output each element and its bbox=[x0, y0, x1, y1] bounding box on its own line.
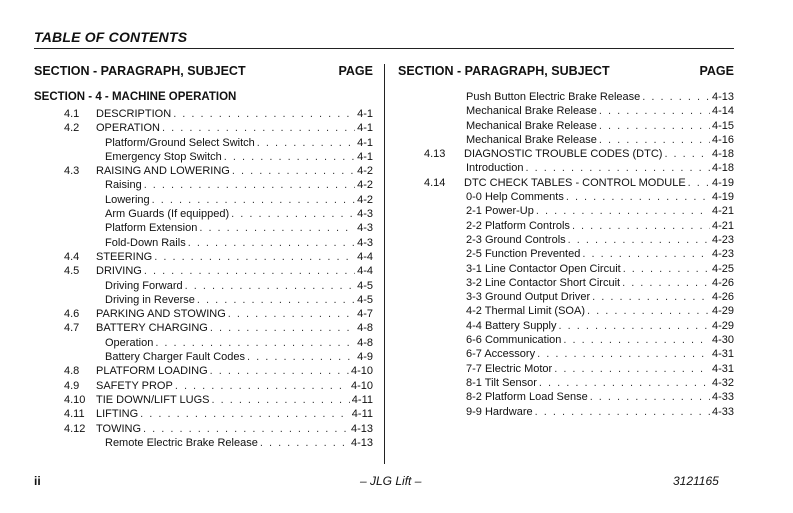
dot-leader bbox=[228, 307, 355, 321]
toc-entry-number: 4.2 bbox=[64, 122, 80, 135]
toc-entry-number: 4.4 bbox=[64, 250, 80, 263]
toc-entry-page: 4-21 bbox=[711, 205, 734, 218]
toc-entry-title: Platform Extension bbox=[105, 222, 198, 235]
toc-entry-number: 4.1 bbox=[64, 108, 80, 120]
toc-entry-page: 4-29 bbox=[711, 305, 734, 318]
toc-entry-page: 4-19 bbox=[711, 191, 734, 204]
toc-entry-page: 4-18 bbox=[711, 162, 734, 175]
toc-entry-title: Platform/Ground Select Switch bbox=[105, 136, 255, 149]
dot-leader bbox=[152, 193, 355, 207]
toc-entry-page: 4-16 bbox=[711, 133, 734, 146]
toc-entry-page: 4-13 bbox=[350, 422, 373, 435]
toc-entry-page: 4-26 bbox=[711, 291, 734, 304]
toc-entry[interactable] bbox=[34, 307, 373, 321]
toc-entry-title: STEERING bbox=[96, 250, 153, 263]
toc-entry-title: LIFTING bbox=[96, 408, 139, 421]
toc-entry-title: 8-2 Platform Load Sense bbox=[466, 391, 588, 404]
toc-entry-page: 4-18 bbox=[711, 148, 734, 161]
dot-leader bbox=[623, 262, 710, 276]
toc-entry[interactable] bbox=[398, 233, 734, 247]
toc-entry-title: Mechanical Brake Release bbox=[466, 119, 597, 132]
toc-entry-page: 4-11 bbox=[351, 393, 373, 406]
dot-leader bbox=[537, 347, 710, 361]
dot-leader bbox=[199, 221, 355, 235]
toc-entry[interactable] bbox=[34, 422, 373, 436]
toc-entry-title: 0-0 Help Comments bbox=[466, 191, 564, 204]
toc-entry-page: 4-8 bbox=[357, 336, 373, 349]
toc-entry[interactable] bbox=[34, 150, 373, 164]
toc-entry-page: 4-19 bbox=[711, 176, 734, 189]
toc-entry-page: 4-33 bbox=[711, 405, 734, 418]
toc-entry-title: Raising bbox=[105, 179, 142, 192]
toc-entry-number: 4.7 bbox=[64, 322, 80, 335]
toc-entry-page: 4-15 bbox=[711, 119, 734, 132]
toc-entry[interactable] bbox=[34, 336, 373, 350]
toc-entry-title: Lowering bbox=[105, 193, 150, 206]
dot-leader bbox=[175, 379, 349, 393]
toc-entry-page: 4-23 bbox=[711, 233, 734, 246]
toc-entry-title: PARKING AND STOWING bbox=[96, 308, 226, 321]
toc-entry[interactable] bbox=[34, 193, 373, 207]
toc-entry[interactable] bbox=[398, 347, 734, 361]
dot-leader bbox=[582, 247, 710, 261]
toc-entry-title: DTC CHECK TABLES - CONTROL MODULE bbox=[464, 176, 686, 189]
toc-entry-number: 4.12 bbox=[64, 422, 86, 435]
toc-entry-page: 4-25 bbox=[711, 262, 734, 275]
toc-left-column bbox=[34, 64, 373, 450]
toc-entry-title: 3-2 Line Contactor Short Circuit bbox=[466, 276, 621, 289]
dot-leader bbox=[525, 161, 709, 175]
toc-entry-number: 4.5 bbox=[64, 265, 80, 278]
toc-entry-page: 4-10 bbox=[350, 365, 373, 378]
dot-leader bbox=[173, 107, 355, 121]
toc-entry-page: 4-31 bbox=[711, 362, 734, 375]
toc-entry-title: 4-2 Thermal Limit (SOA) bbox=[466, 305, 585, 318]
toc-entry[interactable] bbox=[34, 136, 373, 150]
toc-entry-title: BATTERY CHARGING bbox=[96, 322, 208, 335]
dot-leader bbox=[231, 207, 355, 221]
toc-entry-number: 4.3 bbox=[64, 165, 80, 178]
toc-entry[interactable] bbox=[398, 176, 734, 190]
toc-entry[interactable] bbox=[34, 236, 373, 250]
toc-entry-page: 4-23 bbox=[711, 248, 734, 261]
column-header-subject: SECTION - PARAGRAPH, SUBJECT bbox=[398, 64, 610, 78]
toc-entry-page: 4-31 bbox=[711, 348, 734, 361]
toc-entry-page: 4-1 bbox=[357, 150, 373, 163]
toc-entry[interactable] bbox=[34, 164, 373, 178]
column-header-page: PAGE bbox=[338, 64, 373, 78]
toc-entry-title: Introduction bbox=[466, 162, 524, 175]
toc-title: TABLE OF CONTENTS bbox=[34, 29, 188, 45]
toc-entry-title: DESCRIPTION bbox=[96, 108, 172, 120]
dot-leader bbox=[539, 376, 710, 390]
toc-entry-page: 4-3 bbox=[357, 236, 373, 249]
toc-entry-title: TOWING bbox=[96, 422, 142, 435]
column-header-left bbox=[34, 64, 373, 80]
dot-leader bbox=[257, 136, 355, 150]
column-header-page: PAGE bbox=[699, 64, 734, 78]
toc-entry[interactable] bbox=[398, 290, 734, 304]
toc-entry-page: 4-30 bbox=[711, 334, 734, 347]
toc-entry-title: 2-2 Platform Controls bbox=[466, 219, 570, 232]
dot-leader bbox=[559, 319, 710, 333]
dot-leader bbox=[536, 204, 710, 218]
dot-leader bbox=[247, 350, 355, 364]
dot-leader bbox=[587, 304, 710, 318]
toc-entry[interactable] bbox=[34, 407, 373, 421]
toc-entry-number: 4.6 bbox=[64, 308, 80, 321]
toc-entry[interactable] bbox=[398, 276, 734, 290]
toc-entry-title: 3-1 Line Contactor Open Circuit bbox=[466, 262, 621, 275]
toc-entry-page: 4-1 bbox=[357, 108, 373, 120]
toc-entry[interactable] bbox=[34, 178, 373, 192]
toc-entry-title: 7-7 Electric Motor bbox=[466, 362, 553, 375]
toc-entry[interactable] bbox=[34, 350, 373, 364]
toc-entry-title: 4-4 Battery Supply bbox=[466, 319, 557, 332]
footer-brand: – JLG Lift – bbox=[360, 474, 422, 488]
column-divider bbox=[384, 64, 385, 464]
toc-entry-page: 4-10 bbox=[350, 379, 373, 392]
toc-entry[interactable] bbox=[398, 362, 734, 376]
dot-leader bbox=[185, 279, 355, 293]
toc-entry-title: 2-1 Power-Up bbox=[466, 205, 534, 218]
toc-entry-page: 4-21 bbox=[711, 219, 734, 232]
toc-right-column bbox=[398, 64, 734, 419]
toc-entry-title: DRIVING bbox=[96, 265, 142, 278]
toc-entry-page: 4-2 bbox=[357, 165, 373, 178]
toc-entry[interactable] bbox=[398, 219, 734, 233]
toc-entry-page: 4-9 bbox=[357, 351, 373, 364]
dot-leader bbox=[554, 362, 710, 376]
toc-entry-title: 3-3 Ground Output Driver bbox=[466, 291, 591, 304]
toc-entry[interactable] bbox=[34, 121, 373, 135]
toc-entry[interactable] bbox=[34, 264, 373, 278]
dot-leader bbox=[563, 333, 710, 347]
footer-page-number: ii bbox=[34, 474, 41, 488]
dot-leader bbox=[566, 190, 710, 204]
dot-leader bbox=[188, 236, 355, 250]
toc-entry-title: Driving Forward bbox=[105, 279, 183, 292]
toc-entry-page: 4-5 bbox=[357, 279, 373, 292]
toc-entry[interactable] bbox=[398, 161, 734, 175]
toc-entry-title: RAISING AND LOWERING bbox=[96, 165, 230, 178]
toc-entry-page: 4-1 bbox=[357, 122, 373, 135]
toc-entry-page: 4-3 bbox=[357, 208, 373, 221]
toc-entry-number: 4.14 bbox=[424, 176, 446, 189]
dot-leader bbox=[155, 336, 355, 350]
toc-entry-number: 4.8 bbox=[64, 365, 80, 378]
toc-entry[interactable] bbox=[398, 90, 734, 104]
toc-entry[interactable] bbox=[34, 393, 373, 407]
toc-entry-title: 2-5 Function Prevented bbox=[466, 248, 581, 261]
toc-entry[interactable] bbox=[398, 119, 734, 133]
toc-entry-page: 4-8 bbox=[357, 322, 373, 335]
toc-entry-page: 4-11 bbox=[351, 408, 373, 421]
top-rule bbox=[34, 48, 734, 49]
toc-entry-title: SAFETY PROP bbox=[96, 379, 173, 392]
toc-entry-title: Mechanical Brake Release bbox=[466, 133, 597, 146]
toc-entry-title: Mechanical Brake Release bbox=[466, 105, 597, 118]
toc-entry-page: 4-14 bbox=[711, 105, 734, 118]
dot-leader bbox=[572, 219, 710, 233]
toc-entry[interactable] bbox=[398, 390, 734, 404]
toc-entry[interactable] bbox=[398, 405, 734, 419]
dot-leader bbox=[599, 119, 710, 133]
toc-entry[interactable] bbox=[34, 221, 373, 235]
toc-entry-title: Fold-Down Rails bbox=[105, 236, 186, 249]
toc-entry-page: 4-4 bbox=[357, 265, 373, 278]
toc-entry-title: OPERATION bbox=[96, 122, 160, 135]
toc-entry-page: 4-1 bbox=[357, 136, 373, 149]
toc-entry-page: 4-5 bbox=[357, 293, 373, 306]
dot-leader bbox=[590, 390, 710, 404]
toc-entry-title: Emergency Stop Switch bbox=[105, 150, 222, 163]
toc-entry-title: PLATFORM LOADING bbox=[96, 365, 208, 378]
dot-leader bbox=[599, 133, 710, 147]
toc-entry-page: 4-2 bbox=[357, 179, 373, 192]
toc-entry-number: 4.10 bbox=[64, 393, 86, 406]
dot-leader bbox=[144, 264, 355, 278]
toc-entry[interactable] bbox=[34, 321, 373, 335]
toc-entry[interactable] bbox=[34, 436, 373, 450]
toc-entry[interactable] bbox=[34, 293, 373, 307]
toc-entry-title: Battery Charger Fault Codes bbox=[105, 351, 246, 364]
toc-entry[interactable] bbox=[34, 364, 373, 378]
dot-leader bbox=[232, 164, 355, 178]
toc-entry-page: 4-32 bbox=[711, 376, 734, 389]
toc-entry-number: 4.11 bbox=[64, 408, 85, 421]
toc-entry-title: 6-6 Communication bbox=[466, 334, 562, 347]
toc-entry-list bbox=[398, 90, 734, 419]
toc-entry[interactable] bbox=[34, 279, 373, 293]
toc-entry-page: 4-2 bbox=[357, 193, 373, 206]
toc-entry-page: 4-3 bbox=[357, 222, 373, 235]
toc-entry[interactable] bbox=[398, 247, 734, 261]
toc-entry[interactable] bbox=[398, 304, 734, 318]
toc-entry[interactable] bbox=[34, 207, 373, 221]
dot-leader bbox=[154, 250, 355, 264]
column-header-right bbox=[398, 64, 734, 80]
toc-entry[interactable] bbox=[398, 147, 734, 161]
dot-leader bbox=[622, 276, 710, 290]
toc-entry-title: 9-9 Hardware bbox=[466, 405, 533, 418]
toc-entry-title: 8-1 Tilt Sensor bbox=[466, 376, 537, 389]
toc-entry-title: 6-7 Accessory bbox=[466, 348, 536, 361]
toc-entry[interactable] bbox=[398, 104, 734, 118]
toc-entry[interactable] bbox=[398, 376, 734, 390]
toc-entry-title: Remote Electric Brake Release bbox=[105, 436, 258, 449]
toc-entry-title: Push Button Electric Brake Release bbox=[466, 91, 641, 103]
toc-entry[interactable] bbox=[398, 133, 734, 147]
dot-leader bbox=[140, 407, 350, 421]
toc-entry[interactable] bbox=[398, 319, 734, 333]
dot-leader bbox=[664, 147, 710, 161]
toc-entry[interactable] bbox=[398, 333, 734, 347]
footer-doc-number: 3121165 bbox=[673, 474, 719, 488]
toc-entry-page: 4-7 bbox=[357, 308, 373, 321]
toc-entry-page: 4-26 bbox=[711, 276, 734, 289]
toc-entry-page: 4-13 bbox=[350, 436, 373, 449]
toc-entry-title: Operation bbox=[105, 336, 154, 349]
toc-entry[interactable] bbox=[398, 262, 734, 276]
toc-entry-page: 4-4 bbox=[357, 250, 373, 263]
toc-entry-title: Driving in Reverse bbox=[105, 293, 195, 306]
dot-leader bbox=[162, 121, 355, 135]
dot-leader bbox=[144, 178, 355, 192]
dot-leader bbox=[260, 436, 349, 450]
dot-leader bbox=[535, 405, 710, 419]
toc-entry[interactable] bbox=[34, 379, 373, 393]
toc-entry-title: TIE DOWN/LIFT LUGS bbox=[96, 393, 210, 406]
toc-entry-number: 4.13 bbox=[424, 148, 446, 161]
dot-leader bbox=[599, 104, 710, 118]
column-header-subject: SECTION - PARAGRAPH, SUBJECT bbox=[34, 64, 246, 78]
toc-entry-title: DIAGNOSTIC TROUBLE CODES (DTC) bbox=[464, 148, 663, 161]
dot-leader bbox=[143, 422, 349, 436]
toc-entry-list bbox=[34, 107, 373, 450]
dot-leader bbox=[688, 176, 710, 190]
toc-entry-page: 4-29 bbox=[711, 319, 734, 332]
dot-leader bbox=[224, 150, 355, 164]
dot-leader bbox=[211, 393, 349, 407]
toc-entry-page: 4-13 bbox=[711, 91, 734, 103]
toc-entry-number: 4.9 bbox=[64, 379, 80, 392]
dot-leader bbox=[592, 290, 710, 304]
toc-entry-title: Arm Guards (If equipped) bbox=[105, 208, 230, 221]
toc-entry[interactable] bbox=[34, 250, 373, 264]
dot-leader bbox=[210, 321, 355, 335]
dot-leader bbox=[197, 293, 355, 307]
toc-entry[interactable] bbox=[398, 190, 734, 204]
toc-entry[interactable] bbox=[398, 204, 734, 218]
dot-leader bbox=[642, 90, 710, 104]
toc-entry-title: 2-3 Ground Controls bbox=[466, 233, 566, 246]
section-title: SECTION - 4 - MACHINE OPERATION bbox=[34, 91, 237, 103]
dot-leader bbox=[210, 364, 349, 378]
toc-entry-page: 4-33 bbox=[711, 391, 734, 404]
toc-entry[interactable] bbox=[34, 107, 373, 121]
dot-leader bbox=[568, 233, 710, 247]
